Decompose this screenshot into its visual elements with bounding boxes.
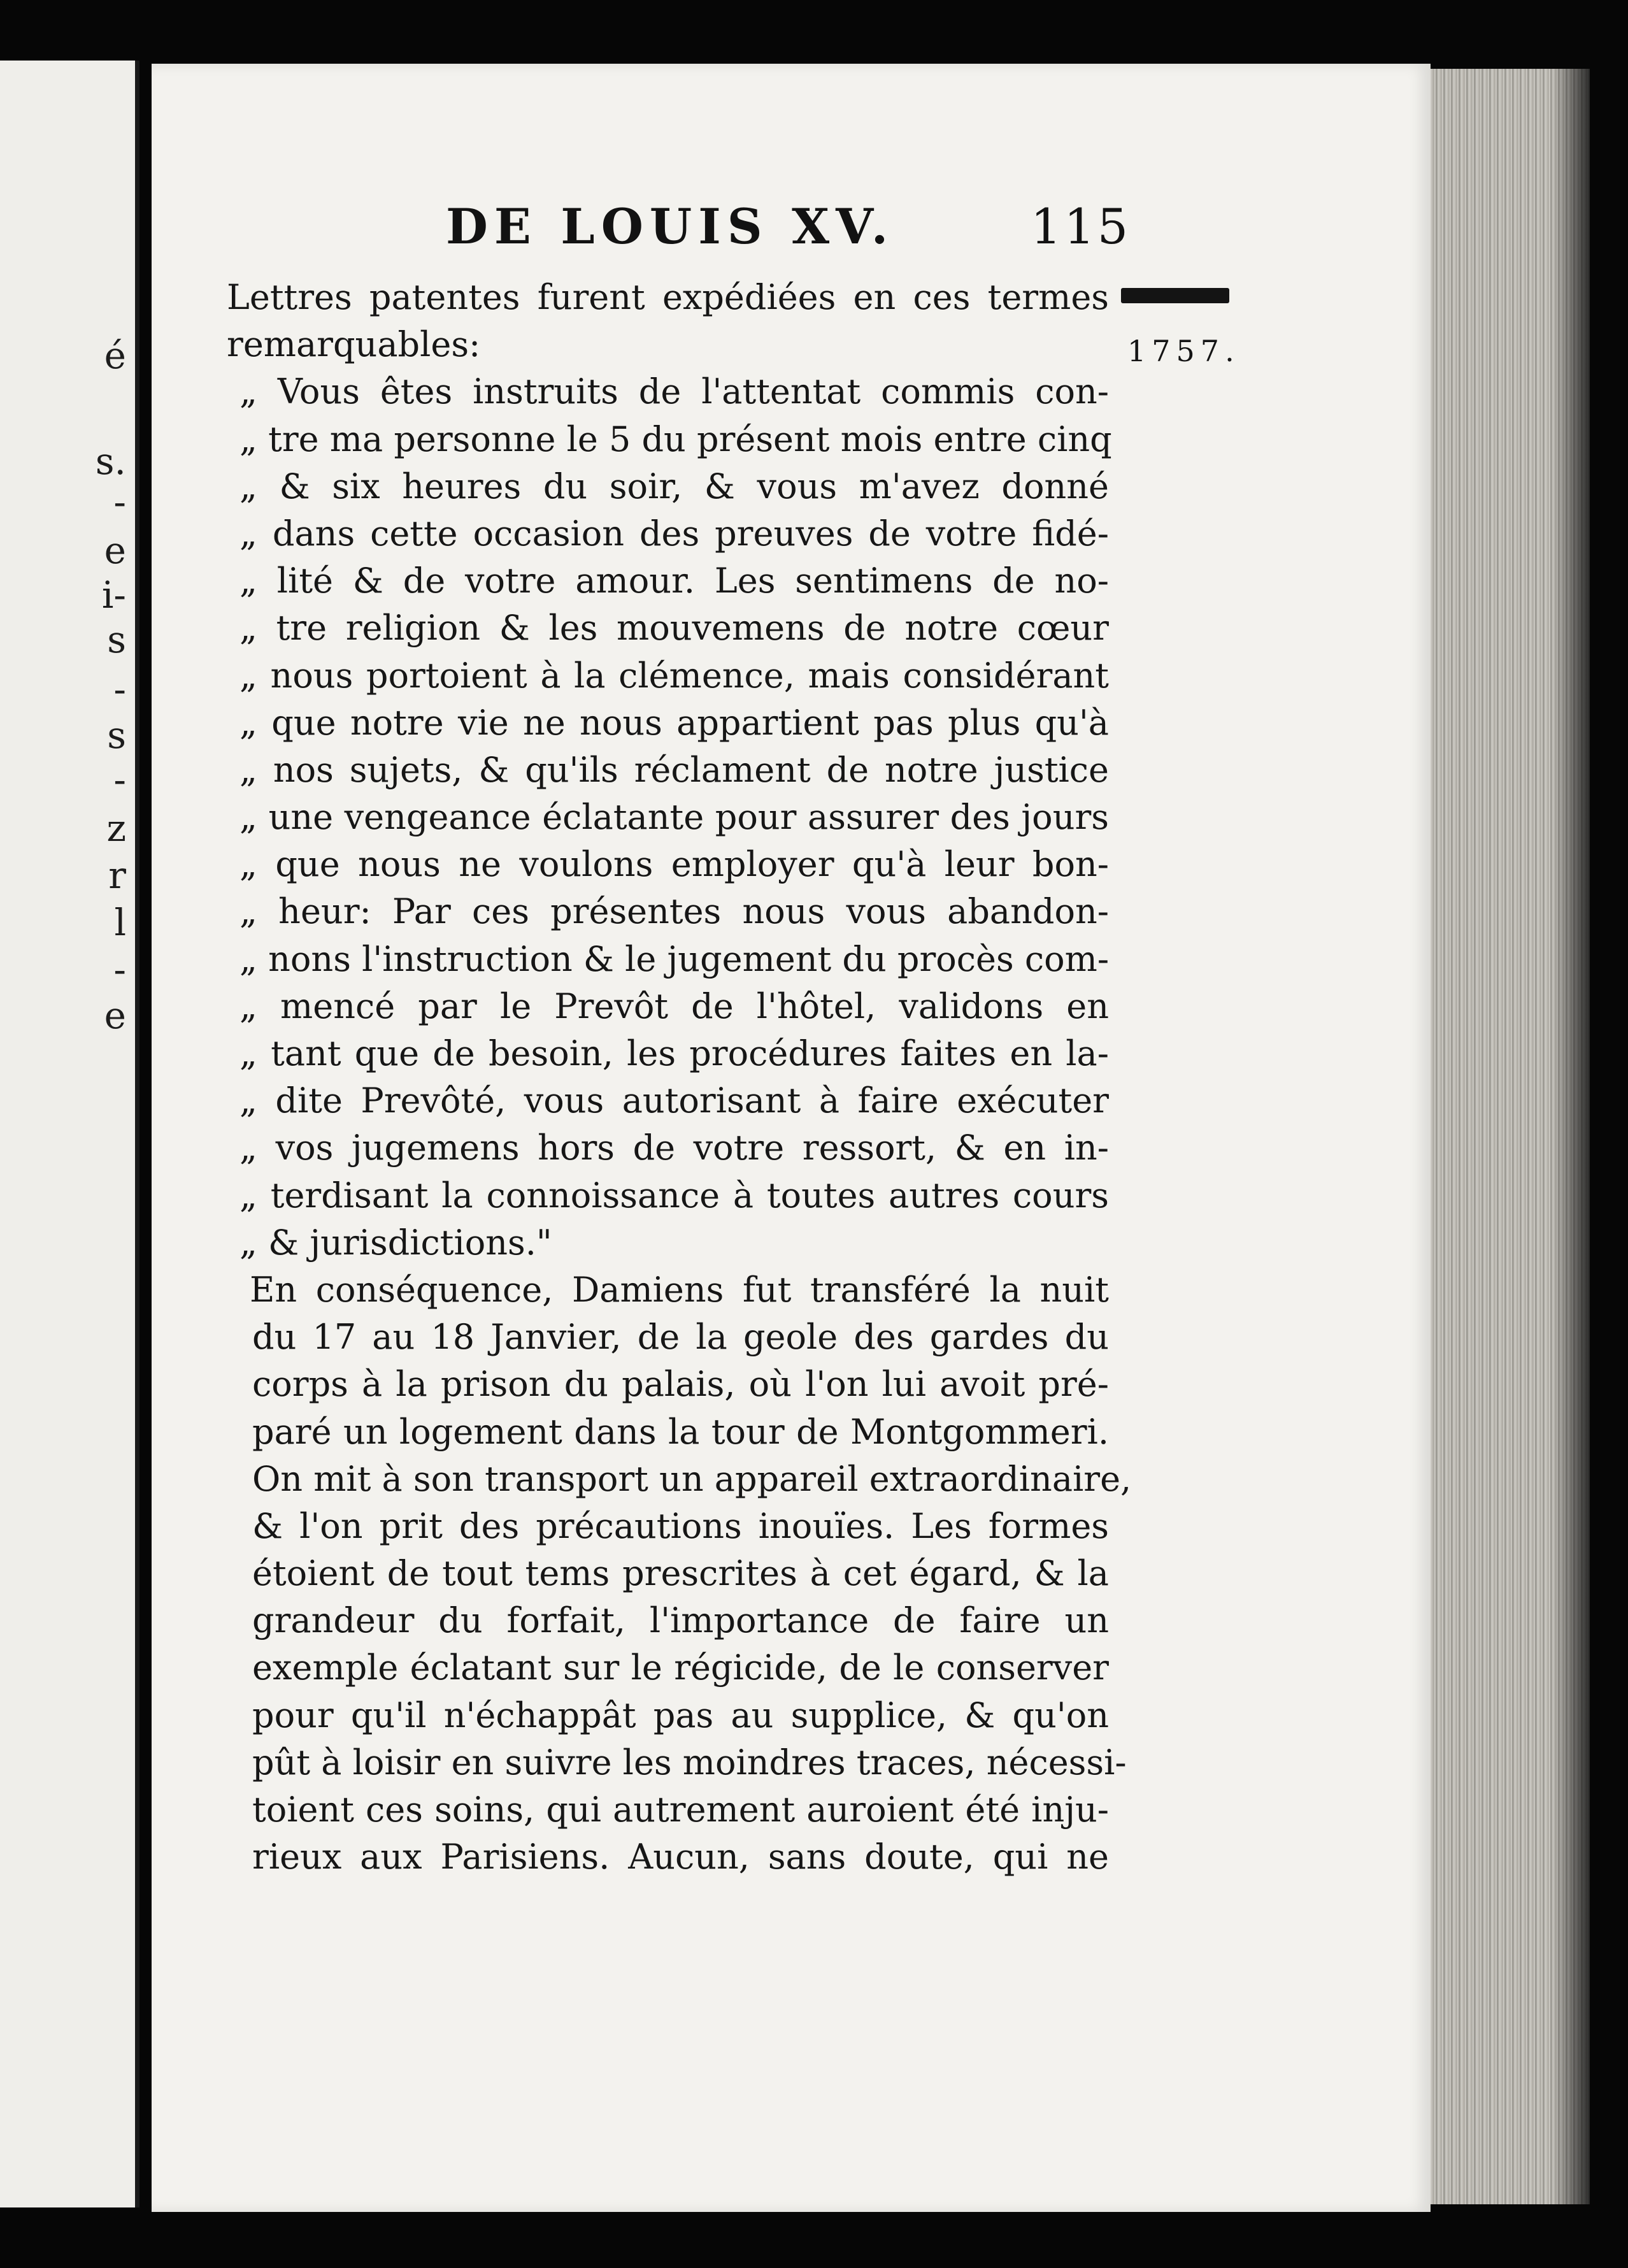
text-line: remarquables: [227, 324, 481, 365]
text-line: „ heur: Par ces présentes nous vous abandon- [239, 891, 1109, 932]
previous-page-fragment: e [104, 529, 126, 572]
text-line: Lettres patentes furent expédiées en ces termes [227, 277, 1109, 317]
text-line: On mit à son transport un appareil extraordinaire, [252, 1458, 1132, 1499]
previous-page-fragment: é [104, 334, 126, 377]
previous-page-fragment: i- [101, 573, 126, 617]
previous-page-fragment: - [113, 758, 126, 801]
text-line: paré un logement dans la tour de Montgommeri. [252, 1411, 1109, 1452]
text-line: „ tre religion & les mouvemens de notre cœur [239, 608, 1109, 649]
text-line: „ lité & de votre amour. Les sentimens de no- [239, 561, 1109, 601]
margin-rule [1121, 288, 1229, 303]
text-line: En conséquence, Damiens fut transféré la nuit [250, 1269, 1109, 1310]
page-number: 115 [1031, 198, 1131, 255]
text-line: „ nos sujets, & qu'ils réclament de notre justice [239, 749, 1109, 790]
text-line: „ que nous ne voulons employer qu'à leur bon- [239, 844, 1109, 885]
text-line: corps à la prison du palais, où l'on lui avoit pré- [252, 1364, 1109, 1405]
body-text [227, 274, 1132, 1881]
text-line: étoient de tout tems prescrites à cet égard, & la [252, 1553, 1109, 1594]
text-line: „ vos jugemens hors de votre ressort, & en in- [239, 1128, 1109, 1168]
text-line: rieux aux Parisiens. Aucun, sans doute, qui ne [252, 1837, 1109, 1877]
text-line: „ terdisant la connoissance à toutes autres cours [239, 1175, 1109, 1216]
text-line: pût à loisir en suivre les moindres traces, nécessi- [252, 1742, 1127, 1783]
running-title: DE LOUIS XV. [446, 198, 895, 255]
previous-page-fragment: - [113, 668, 126, 711]
text-line: „ tant que de besoin, les procédures faites en la- [239, 1033, 1109, 1073]
text-line: „ mencé par le Prevôt de l'hôtel, validons en [239, 986, 1109, 1026]
text-line: du 17 au 18 Janvier, de la geole des gardes du [252, 1317, 1109, 1358]
text-line: exemple éclatant sur le régicide, de le conserver [252, 1647, 1109, 1688]
text-line: „ nous portoient à la clémence, mais considérant [239, 655, 1109, 696]
previous-page-fragment: - [113, 480, 126, 524]
text-line: „ Vous êtes instruits de l'attentat commis con- [239, 371, 1109, 412]
previous-page-fragment: e [104, 994, 126, 1037]
text-line: pour qu'il n'échappât pas au supplice, & qu'on [252, 1695, 1109, 1735]
previous-page-fragment: - [113, 948, 126, 991]
text-line: „ & six heures du soir, & vous m'avez donné [239, 466, 1109, 506]
page-fore-edge [1431, 69, 1590, 2204]
text-line: „ une vengeance éclatante pour assurer des jours [239, 797, 1109, 838]
text-line: „ dite Prevôté, vous autorisant à faire exécuter [239, 1080, 1109, 1121]
previous-page-fragment: s [107, 618, 126, 661]
previous-page-fragment: r [108, 854, 126, 897]
text-line: & l'on prit des précautions inouïes. Les formes [252, 1505, 1109, 1546]
previous-page-fragment: s. [95, 440, 126, 483]
previous-page-edge [0, 61, 139, 2207]
previous-page-fragment: s [107, 714, 126, 757]
text-line: „ nons l'instruction & le jugement du procès com- [239, 938, 1110, 979]
previous-page-fragment: l [114, 901, 126, 944]
text-line: „ que notre vie ne nous appartient pas plus qu'à [239, 702, 1109, 743]
margin-year: 1757. [1127, 334, 1240, 368]
text-line: grandeur du forfait, l'importance de faire un [252, 1600, 1109, 1641]
text-line: toient ces soins, qui autrement auroient été inju- [252, 1790, 1109, 1830]
text-line: „ & jurisdictions." [239, 1222, 552, 1263]
text-line: „ tre ma personne le 5 du présent mois entre cinq [239, 419, 1112, 459]
previous-page-fragment: z [106, 807, 126, 850]
text-line: „ dans cette occasion des preuves de votre fidé- [239, 513, 1109, 554]
